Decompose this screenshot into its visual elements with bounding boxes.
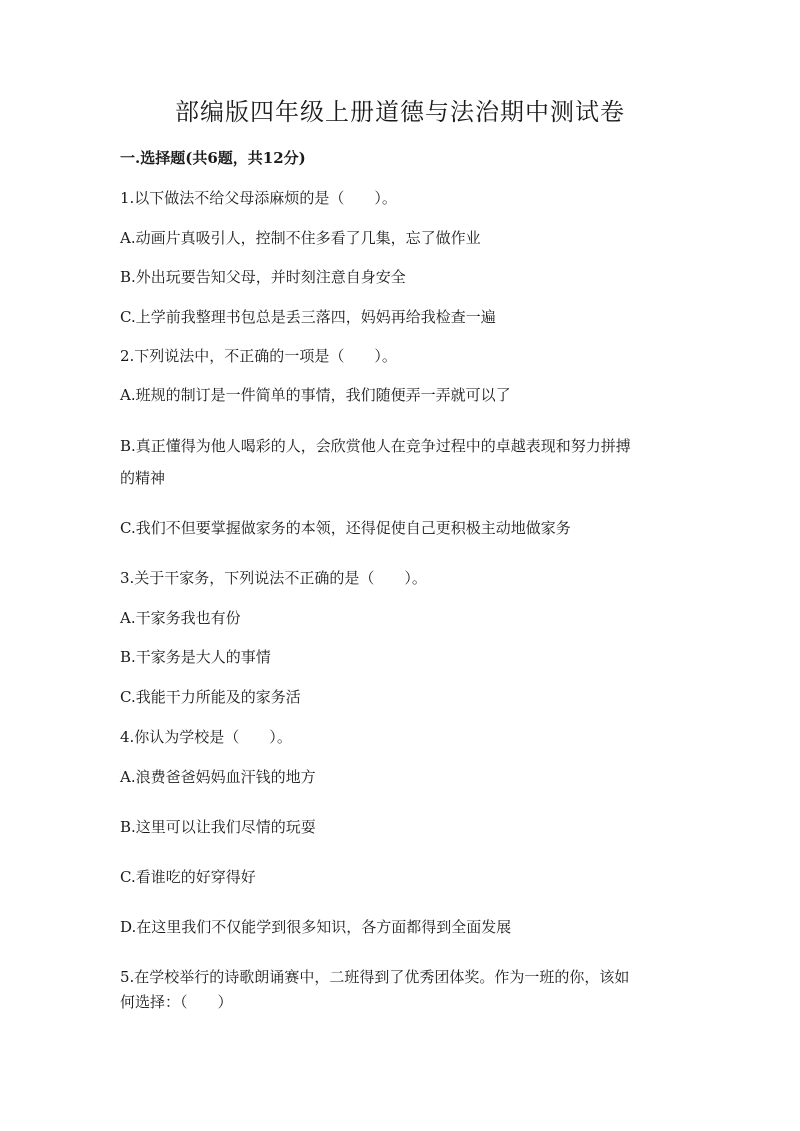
question-4-option-b: B.这里可以让我们尽情的玩耍 — [120, 818, 316, 836]
question-2-option-c: C.我们不但要掌握做家务的本领，还得促使自己更积极主动地做家务 — [120, 519, 571, 537]
question-1-option-b: B.外出玩要告知父母，并时刻注意自身安全 — [120, 268, 406, 286]
question-2-option-a: A.班规的制订是一件简单的事情，我们随便弄一弄就可以了 — [120, 386, 511, 404]
question-4-option-d: D.在这里我们不仅能学到很多知识，各方面都得到全面发展 — [120, 918, 512, 936]
question-3-option-b: B.干家务是大人的事情 — [120, 648, 271, 666]
question-1-stem: 1.以下做法不给父母添麻烦的是（ ）。 — [120, 189, 397, 207]
question-5-stem-line-1: 5.在学校举行的诗歌朗诵赛中，二班得到了优秀团体奖。作为一班的你，该如 — [120, 968, 630, 986]
question-4-stem: 4.你认为学校是（ ）。 — [120, 728, 292, 746]
question-1-option-c: C.上学前我整理书包总是丢三落四，妈妈再给我检查一遍 — [120, 308, 496, 326]
question-3-option-a: A.干家务我也有份 — [120, 609, 241, 627]
question-3-stem: 3.关于干家务，下列说法不正确的是（ ）。 — [120, 569, 427, 587]
question-4-option-a: A.浪费爸爸妈妈血汗钱的地方 — [120, 768, 316, 786]
question-2-option-b-line-1: B.真正懂得为他人喝彩的人，会欣赏他人在竞争过程中的卓越表现和努力拼搏 — [120, 437, 631, 455]
question-1-option-a: A.动画片真吸引人，控制不住多看了几集，忘了做作业 — [120, 229, 481, 247]
question-5-stem-line-2: 何选择：（ ） — [120, 993, 233, 1011]
section-heading-multiple-choice: 一.选择题(共6题，共12分) — [120, 149, 306, 167]
document-title: 部编版四年级上册道德与法治期中测试卷 — [175, 98, 625, 126]
question-2-stem: 2.下列说法中，不正确的一项是（ ）。 — [120, 347, 397, 365]
question-2-option-b-line-2: 的精神 — [120, 469, 166, 487]
question-3-option-c: C.我能干力所能及的家务活 — [120, 688, 301, 706]
question-4-option-c: C.看谁吃的好穿得好 — [120, 868, 256, 886]
